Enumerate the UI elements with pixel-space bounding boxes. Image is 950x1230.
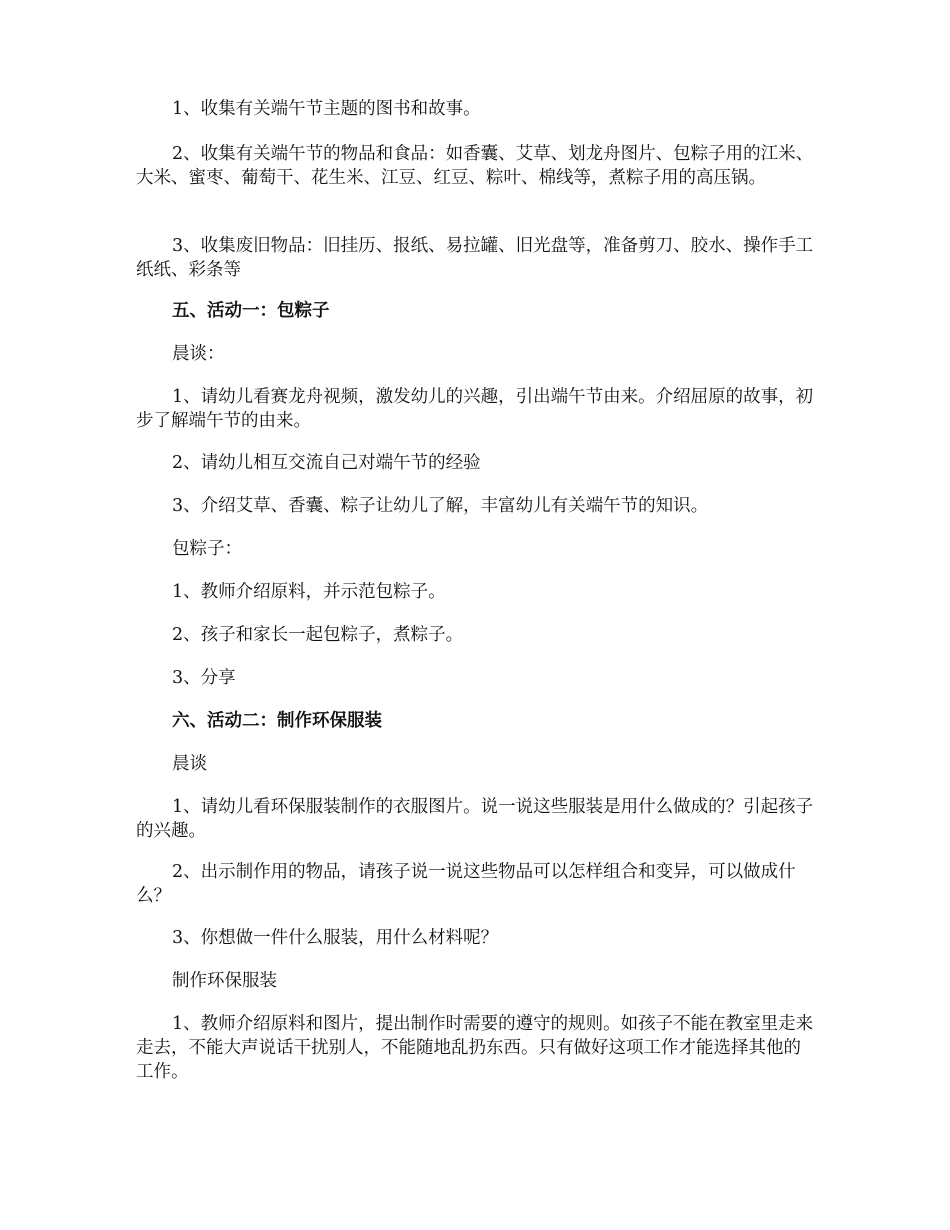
subheading-morning-talk: 晨谈： <box>172 344 225 364</box>
list-item: 2、请幼儿相互交流自己对端午节的经验 <box>172 453 481 473</box>
list-item: 2、出示制作用的物品，请孩子说一说这些物品可以怎样组合和变异，可以做成什么？ <box>136 862 796 906</box>
list-item: 1、请幼儿看赛龙舟视频，激发幼儿的兴趣，引出端午节由来。介绍屈原的故事，初步了解端午节的由来。 <box>136 387 814 431</box>
subheading-morning-talk: 晨谈 <box>172 754 207 774</box>
list-item: 1、教师介绍原料和图片，提出制作时需要的遵守的规则。如孩子不能在教室里走来走去，不能大声说话干扰别人，不能随地乱扔东西。只有做好这项工作才能选择其他的工作。 <box>136 1014 814 1082</box>
list-item: 3、分享 <box>172 668 236 688</box>
list-item: 3、介绍艾草、香囊、粽子让幼儿了解，丰富幼儿有关端午节的知识。 <box>172 496 709 516</box>
list-item: 2、孩子和家长一起包粽子，煮粽子。 <box>172 625 464 645</box>
list-item: 1、请幼儿看环保服装制作的衣服图片。说一说这些服装是用什么做成的？引起孩子的兴趣。 <box>136 797 814 841</box>
list-item: 1、收集有关端午节主题的图书和故事。 <box>172 99 481 119</box>
subheading-wrap-zongzi: 包粽子： <box>172 539 242 559</box>
list-item: 3、你想做一件什么服装，用什么材料呢？ <box>172 928 499 948</box>
list-item: 1、教师介绍原料，并示范包粽子。 <box>172 582 446 602</box>
section-heading-activity-one: 五、活动一：包粽子 <box>172 301 330 321</box>
list-item: 3、收集废旧物品：旧挂历、报纸、易拉罐、旧光盘等，准备剪刀、胶水、操作手工纸纸、彩条等 <box>136 236 814 280</box>
subheading-make-eco-clothing: 制作环保服装 <box>172 971 277 991</box>
section-heading-activity-two: 六、活动二：制作环保服装 <box>172 711 382 731</box>
list-item: 2、收集有关端午节的物品和食品：如香囊、艾草、划龙舟图片、包粽子用的江米、大米、蜜枣、葡萄干、花生米、江豆、红豆、粽叶、棉线等，煮粽子用的高压锅。 <box>136 144 814 188</box>
